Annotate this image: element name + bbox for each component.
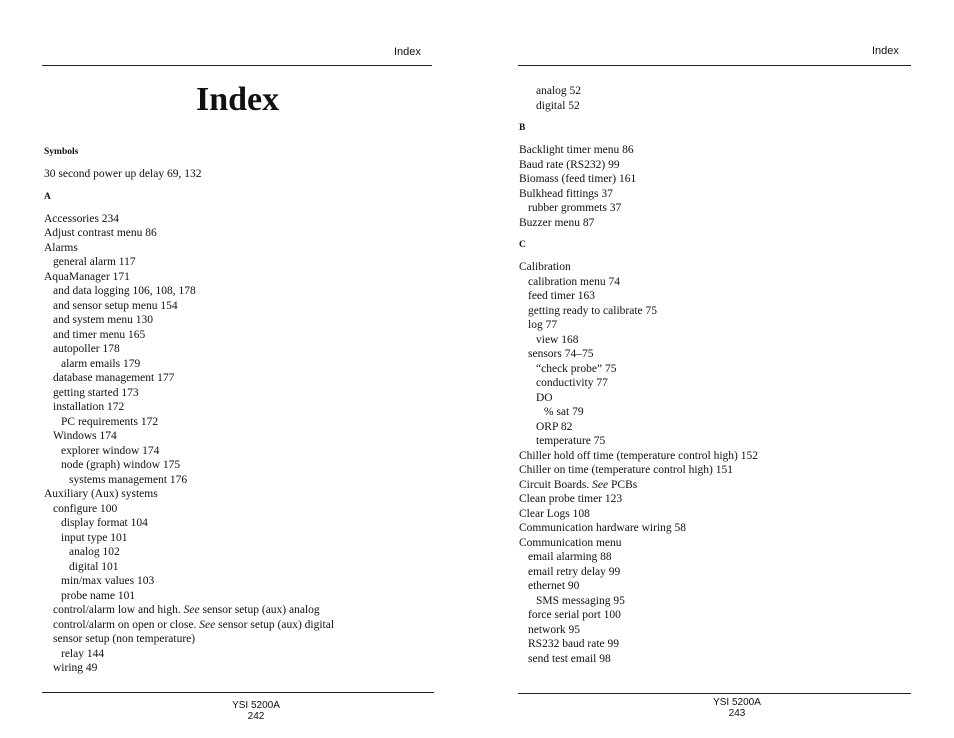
index-section-heading: A bbox=[44, 191, 51, 202]
index-entry: Auxiliary (Aux) systems bbox=[44, 488, 158, 500]
index-column-right bbox=[519, 84, 758, 666]
entry-text-after: PCBs bbox=[608, 478, 638, 491]
footer-rule bbox=[518, 693, 911, 694]
index-entry: and data logging 106, 108, 178 bbox=[53, 285, 196, 297]
header-rule bbox=[42, 65, 432, 66]
index-column-left bbox=[44, 145, 334, 676]
index-entry: analog 102 bbox=[69, 546, 120, 558]
see-reference: See bbox=[183, 604, 200, 616]
index-section-heading: Symbols bbox=[44, 147, 79, 157]
index-entry: force serial port 100 bbox=[528, 609, 621, 621]
index-entry: explorer window 174 bbox=[61, 444, 160, 457]
index-entry: and system menu 130 bbox=[53, 314, 153, 326]
index-entry: ORP 82 bbox=[536, 420, 573, 433]
index-entry: % sat 79 bbox=[544, 406, 584, 418]
index-entry bbox=[44, 603, 334, 618]
index-entry: temperature 75 bbox=[536, 435, 606, 447]
index-entry: and sensor setup menu 154 bbox=[53, 299, 178, 312]
index-section-heading: C bbox=[519, 240, 526, 250]
page-footer bbox=[677, 697, 797, 719]
entry-text: control/alarm low and high. bbox=[53, 604, 184, 616]
index-entry: Clear Logs 108 bbox=[519, 507, 590, 520]
index-entry: Calibration bbox=[519, 261, 571, 273]
index-entry: min/max values 103 bbox=[61, 575, 155, 587]
index-entry: Communication menu bbox=[519, 536, 622, 549]
entry-text-after: sensor setup (aux) analog bbox=[199, 604, 320, 616]
index-entry: wiring 49 bbox=[53, 662, 98, 674]
index-entry: calibration menu 74 bbox=[528, 275, 620, 288]
index-entry: “check probe” 75 bbox=[536, 362, 617, 375]
index-entry: digital 101 bbox=[69, 560, 119, 573]
running-head: Index bbox=[872, 45, 899, 57]
index-entry: feed timer 163 bbox=[528, 290, 596, 302]
index-entry: getting started 173 bbox=[53, 386, 139, 399]
index-entry: database management 177 bbox=[53, 372, 175, 384]
index-entry: DO bbox=[536, 391, 553, 404]
index-entry: AquaManager 171 bbox=[44, 270, 130, 283]
index-entry: 30 second power up delay 69, 132 bbox=[44, 168, 202, 180]
index-entry: Accessories 234 bbox=[44, 212, 120, 225]
index-entry bbox=[519, 478, 758, 493]
footer-rule bbox=[42, 692, 434, 693]
index-entry: installation 172 bbox=[53, 401, 125, 413]
index-entry: and timer menu 165 bbox=[53, 328, 146, 341]
index-entry: digital 52 bbox=[536, 99, 580, 112]
page-title: Index bbox=[196, 81, 280, 118]
index-entry: Chiller on time (temperature control high) 151 bbox=[519, 464, 733, 476]
index-entry: node (graph) window 175 bbox=[61, 459, 181, 471]
index-entry: Communication hardware wiring 58 bbox=[519, 522, 687, 534]
index-entry: Clean probe timer 123 bbox=[519, 493, 623, 505]
index-entry: analog 52 bbox=[536, 85, 582, 97]
index-entry: email alarming 88 bbox=[528, 551, 612, 563]
index-entry: RS232 baud rate 99 bbox=[528, 638, 620, 650]
index-entry: Bulkhead fittings 37 bbox=[519, 187, 613, 200]
entry-text: control/alarm on open or close. bbox=[53, 618, 200, 631]
index-entry: getting ready to calibrate 75 bbox=[528, 304, 658, 317]
index-entry: ethernet 90 bbox=[528, 580, 580, 592]
see-reference: See bbox=[199, 618, 216, 631]
index-entry: view 168 bbox=[536, 333, 579, 346]
index-entry: display format 104 bbox=[61, 517, 148, 529]
footer-product: YSI 5200A bbox=[713, 697, 761, 708]
index-entry: send test email 98 bbox=[528, 652, 611, 665]
index-entry: sensor setup (non temperature) bbox=[53, 633, 196, 645]
index-entry: Backlight timer menu 86 bbox=[519, 144, 634, 156]
page-footer bbox=[196, 700, 316, 722]
index-entry: relay 144 bbox=[61, 647, 105, 660]
index-entry: configure 100 bbox=[53, 502, 118, 515]
index-entry bbox=[44, 618, 334, 633]
index-entry: SMS messaging 95 bbox=[536, 594, 625, 607]
index-entry: Windows 174 bbox=[53, 430, 117, 442]
index-entry: Chiller hold off time (temperature control high) 152 bbox=[519, 449, 758, 462]
index-entry: Buzzer menu 87 bbox=[519, 216, 595, 229]
index-entry: sensors 74–75 bbox=[528, 348, 594, 360]
entry-text-after: sensor setup (aux) digital bbox=[215, 618, 335, 631]
index-entry: Baud rate (RS232) 99 bbox=[519, 158, 620, 171]
running-head: Index bbox=[394, 46, 421, 58]
index-entry: conductivity 77 bbox=[536, 377, 608, 389]
index-entry: network 95 bbox=[528, 623, 581, 636]
footer-page-number: 242 bbox=[247, 711, 265, 722]
index-entry: Alarms bbox=[44, 241, 78, 254]
index-entry: probe name 101 bbox=[61, 589, 136, 602]
index-entry: log 77 bbox=[528, 319, 558, 331]
index-entry: systems management 176 bbox=[69, 473, 188, 486]
index-entry: Adjust contrast menu 86 bbox=[44, 227, 157, 239]
index-entry: autopoller 178 bbox=[53, 343, 120, 355]
index-entry: PC requirements 172 bbox=[61, 415, 159, 428]
header-rule bbox=[518, 65, 911, 66]
index-entry: general alarm 117 bbox=[53, 256, 136, 268]
entry-text: Circuit Boards. bbox=[519, 478, 593, 491]
index-entry: alarm emails 179 bbox=[61, 357, 141, 370]
index-entry: email retry delay 99 bbox=[528, 565, 621, 578]
see-reference: See bbox=[592, 478, 609, 491]
index-entry: input type 101 bbox=[61, 531, 128, 544]
index-entry: rubber grommets 37 bbox=[528, 202, 622, 214]
index-section-heading: B bbox=[519, 123, 526, 133]
footer-product: YSI 5200A bbox=[232, 700, 280, 711]
index-entry: Biomass (feed timer) 161 bbox=[519, 173, 637, 185]
footer-page-number: 243 bbox=[728, 708, 746, 719]
right-page bbox=[477, 0, 954, 738]
